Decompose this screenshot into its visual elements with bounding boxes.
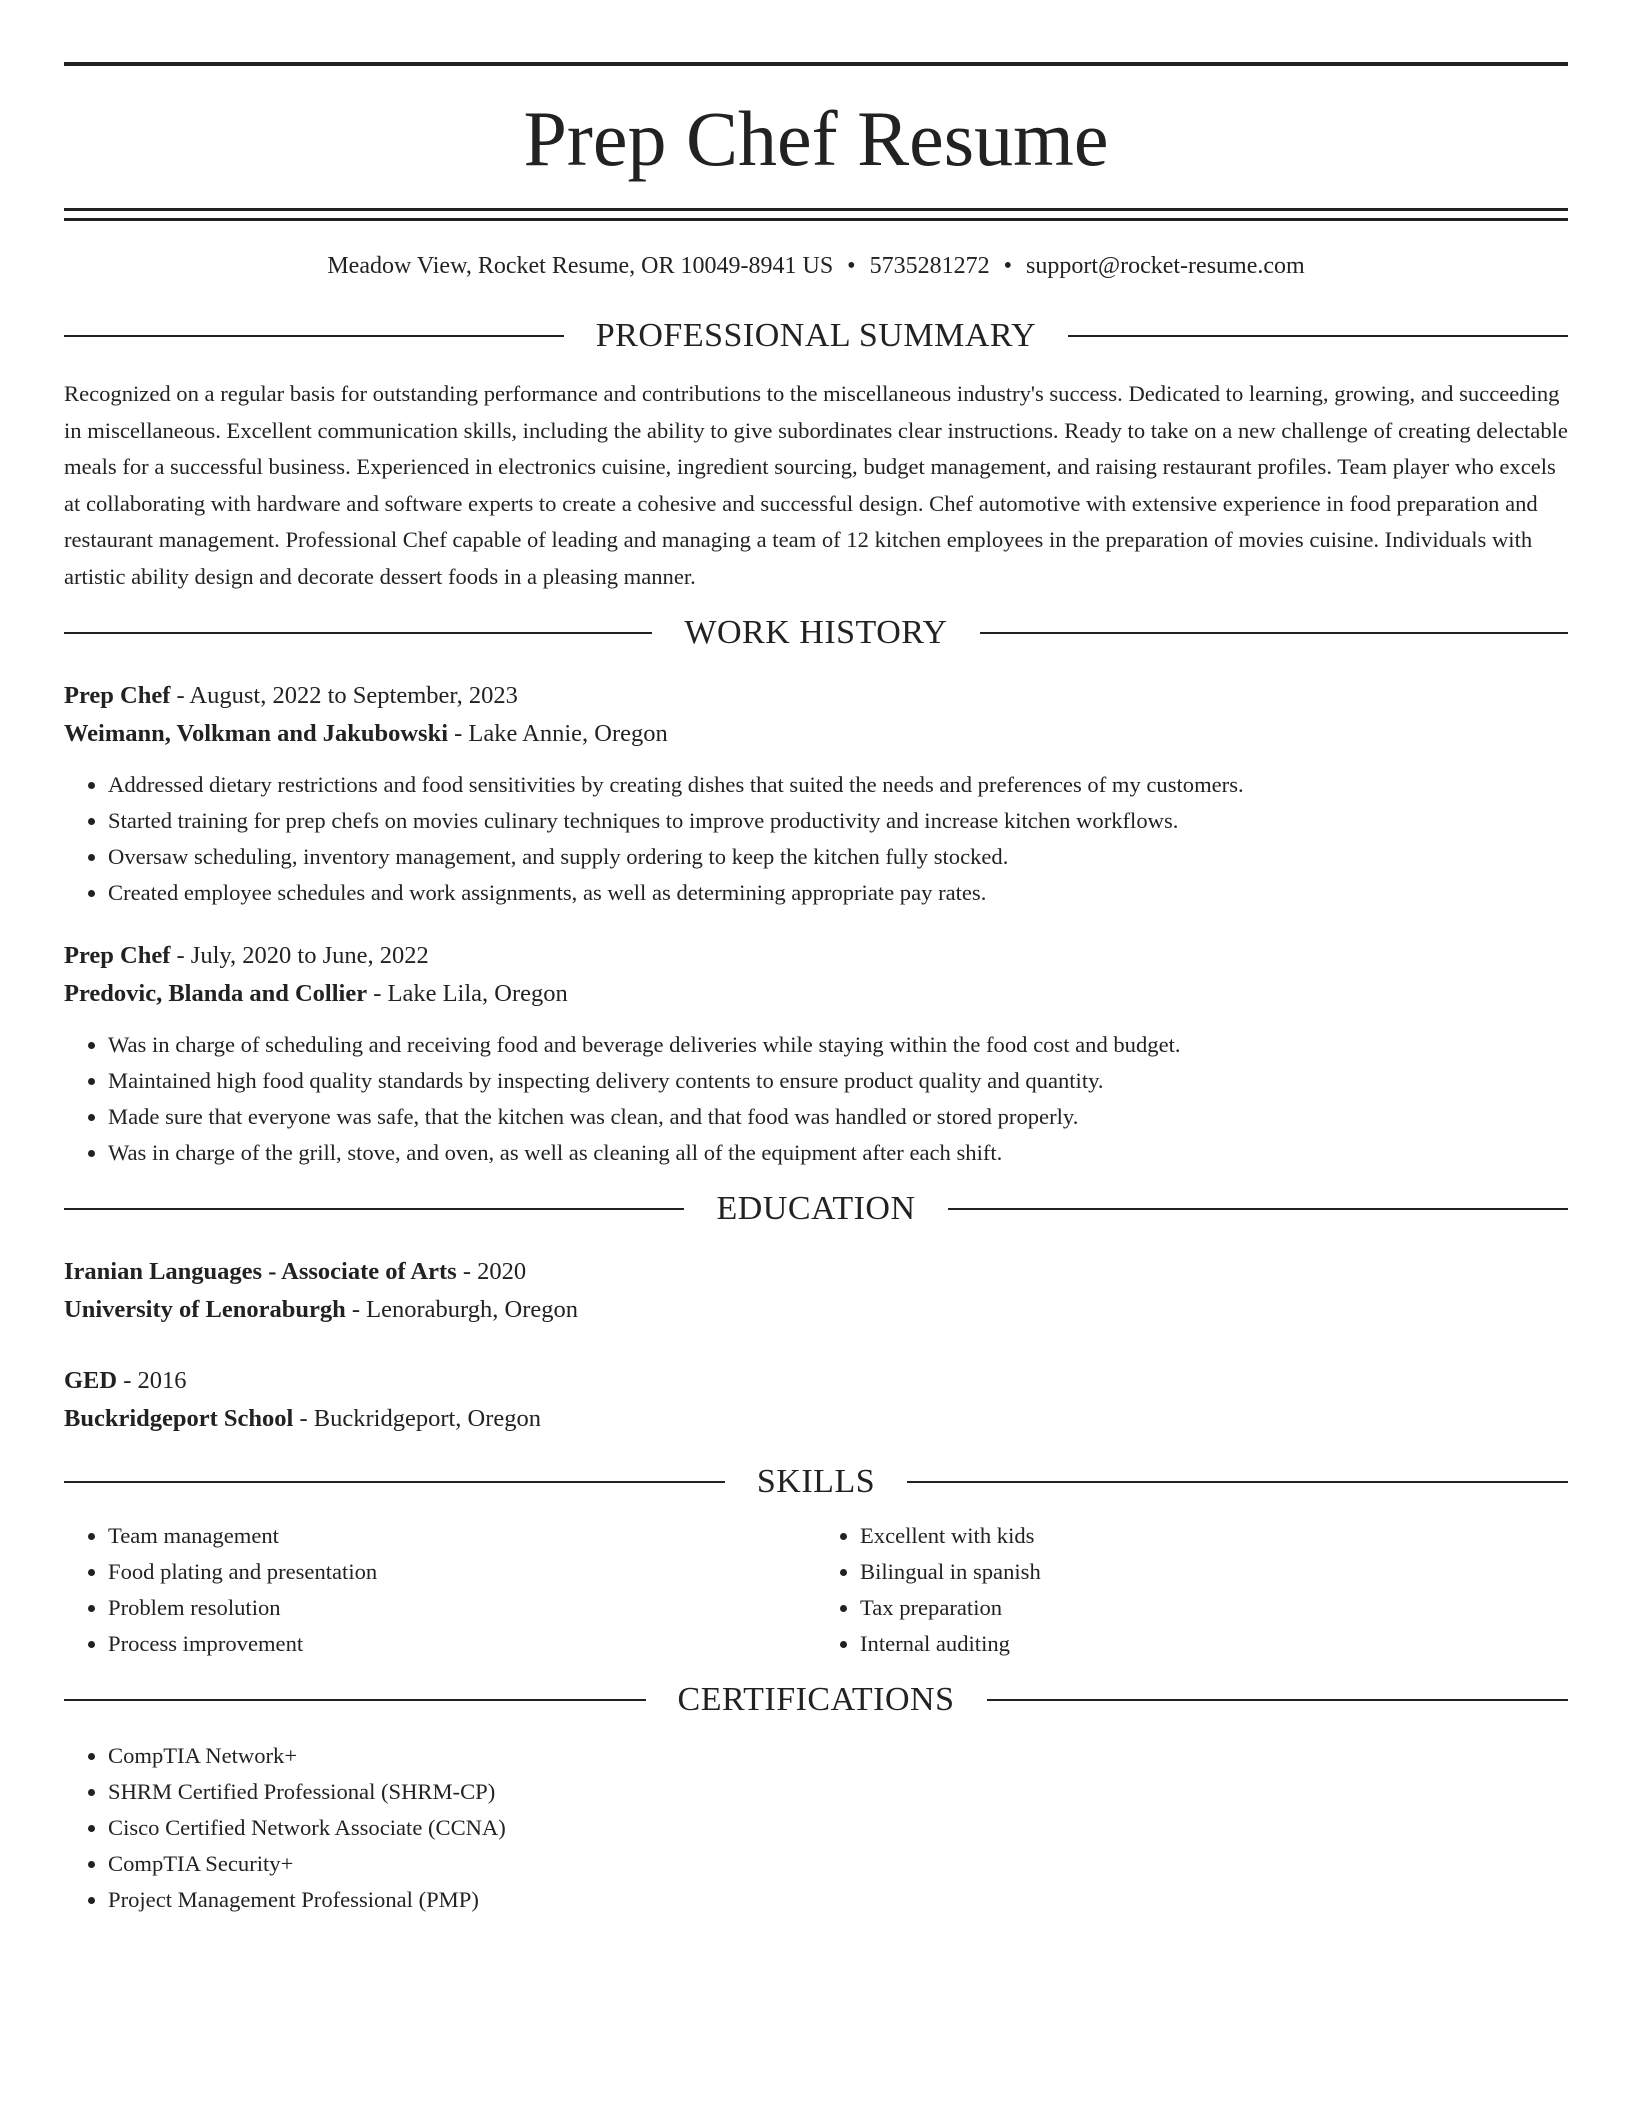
- education-section-header: [64, 1189, 1568, 1229]
- list-item: • CompTIA Security+: [108, 1846, 1568, 1882]
- section-divider: [1068, 335, 1568, 337]
- skills-list-left: [64, 1518, 816, 1662]
- job-company: Weimann, Volkman and Jakubowski: [64, 720, 448, 747]
- certifications-heading: CERTIFICATIONS: [677, 1681, 955, 1718]
- list-item: • Process improvement: [108, 1626, 816, 1662]
- contact-line: [64, 253, 1568, 280]
- contact-separator: •: [847, 253, 856, 279]
- section-divider: [64, 632, 652, 634]
- section-divider: [64, 1208, 684, 1210]
- education-school-line: [64, 1400, 1568, 1438]
- education-location: - Buckridgeport, Oregon: [293, 1405, 542, 1432]
- list-item: • Created employee schedules and work assignments, as well as determining appropriate pay rates.: [108, 875, 1568, 911]
- list-item: • Addressed dietary restrictions and food sensitivities by creating dishes that suited the needs and preferences of my customers.: [108, 767, 1568, 803]
- list-item: • Project Management Professional (PMP): [108, 1882, 1568, 1918]
- certifications-list: [64, 1738, 1568, 1918]
- resume-title: Prep Chef Resume: [523, 95, 1109, 182]
- job-duties-list: [64, 767, 1568, 911]
- education-heading: EDUCATION: [716, 1190, 916, 1227]
- list-item: • Bilingual in spanish: [860, 1554, 1568, 1590]
- list-item: • SHRM Certified Professional (SHRM-CP): [108, 1774, 1568, 1810]
- section-divider: [987, 1699, 1569, 1701]
- contact-phone: 5735281272: [869, 253, 990, 279]
- list-item: • Internal auditing: [860, 1626, 1568, 1662]
- summary-text: Recognized on a regular basis for outstanding performance and contributions to the miscellaneous industry's success. Dedicated to learning, growing, and succeeding in miscellaneous. Excellent communication skills, including the ability to give subordinates clear instructions. Ready to take on a new challenge of creating delectable meals for a successful business. Experienced in electronics cuisine, ingredient sourcing, budget management, and raising restaurant profiles. Team player who excels at collaborating with hardware and software experts to create a cohesive and successful design. Chef automotive with extensive experience in food preparation and restaurant management. Professional Chef capable of leading and managing a team of 12 kitchen employees in the preparation of movies cuisine. Individuals with artistic ability design and decorate dessert foods in a pleasing manner.: [64, 381, 1568, 589]
- section-divider: [64, 1481, 725, 1483]
- education-school: Buckridgeport School: [64, 1405, 294, 1432]
- contact-email: support@rocket-resume.com: [1025, 253, 1305, 279]
- education-degree: GED: [64, 1367, 118, 1394]
- list-item: • Excellent with kids: [860, 1518, 1568, 1554]
- list-item: • Made sure that everyone was safe, that the kitchen was clean, and that food was handled or stored properly.: [108, 1099, 1568, 1135]
- education-degree-line: [64, 1362, 1568, 1400]
- education-school: University of Lenoraburgh: [64, 1296, 346, 1323]
- summary-section-header: [64, 316, 1568, 356]
- list-item: • Was in charge of scheduling and receiving food and beverage deliveries while staying within the food cost and budget.: [108, 1027, 1568, 1063]
- section-divider: [907, 1481, 1568, 1483]
- job-duties-list: [64, 1027, 1568, 1171]
- education-degree: Iranian Languages - Associate of Arts: [64, 1258, 457, 1285]
- job-location: - Lake Annie, Oregon: [448, 720, 668, 747]
- job-entry: [64, 677, 1568, 911]
- top-rule: [64, 62, 1568, 66]
- job-title-line: [64, 937, 1568, 975]
- job-entry: [64, 937, 1568, 1171]
- summary-heading: PROFESSIONAL SUMMARY: [595, 317, 1037, 354]
- job-location: - Lake Lila, Oregon: [367, 980, 568, 1007]
- certifications-section-header: [64, 1680, 1568, 1720]
- skills-section-header: [64, 1462, 1568, 1502]
- skills-heading: SKILLS: [756, 1463, 876, 1500]
- education-entry: [64, 1362, 1568, 1438]
- job-dates: - July, 2020 to June, 2022: [170, 942, 429, 969]
- work-heading: WORK HISTORY: [684, 614, 948, 651]
- work-section-header: [64, 613, 1568, 653]
- job-company: Predovic, Blanda and Collier: [64, 980, 368, 1007]
- list-item: • Tax preparation: [860, 1590, 1568, 1626]
- list-item: • Team management: [108, 1518, 816, 1554]
- section-divider: [64, 1699, 646, 1701]
- list-item: • Oversaw scheduling, inventory management, and supply ordering to keep the kitchen fully stocked.: [108, 839, 1568, 875]
- education-year: - 2020: [456, 1258, 527, 1285]
- section-divider: [980, 632, 1568, 634]
- section-divider: [948, 1208, 1568, 1210]
- list-item: • Food plating and presentation: [108, 1554, 816, 1590]
- skills-grid: [64, 1518, 1568, 1662]
- job-title-line: [64, 677, 1568, 715]
- skills-list-right: [816, 1518, 1568, 1662]
- education-school-line: [64, 1291, 1568, 1329]
- job-title: Prep Chef: [64, 942, 171, 969]
- education-location: - Lenoraburgh, Oregon: [345, 1296, 578, 1323]
- list-item: • Was in charge of the grill, stove, and oven, as well as cleaning all of the equipment after each shift.: [108, 1135, 1568, 1171]
- list-item: • Maintained high food quality standards by inspecting delivery contents to ensure product quality and quantity.: [108, 1063, 1568, 1099]
- list-item: • CompTIA Network+: [108, 1738, 1568, 1774]
- contact-separator: •: [1003, 253, 1012, 279]
- education-degree-line: [64, 1253, 1568, 1291]
- list-item: • Cisco Certified Network Associate (CCNA): [108, 1810, 1568, 1846]
- education-entry: [64, 1253, 1568, 1329]
- job-dates: - August, 2022 to September, 2023: [170, 682, 518, 709]
- job-company-line: [64, 975, 1568, 1013]
- list-item: • Problem resolution: [108, 1590, 816, 1626]
- job-title: Prep Chef: [64, 682, 171, 709]
- title-double-rule: [64, 208, 1568, 221]
- job-company-line: [64, 715, 1568, 753]
- contact-address: Meadow View, Rocket Resume, OR 10049-8941 US: [327, 253, 834, 279]
- education-year: - 2016: [117, 1367, 187, 1394]
- list-item: • Started training for prep chefs on movies culinary techniques to improve productivity and increase kitchen workflows.: [108, 803, 1568, 839]
- section-divider: [64, 335, 564, 337]
